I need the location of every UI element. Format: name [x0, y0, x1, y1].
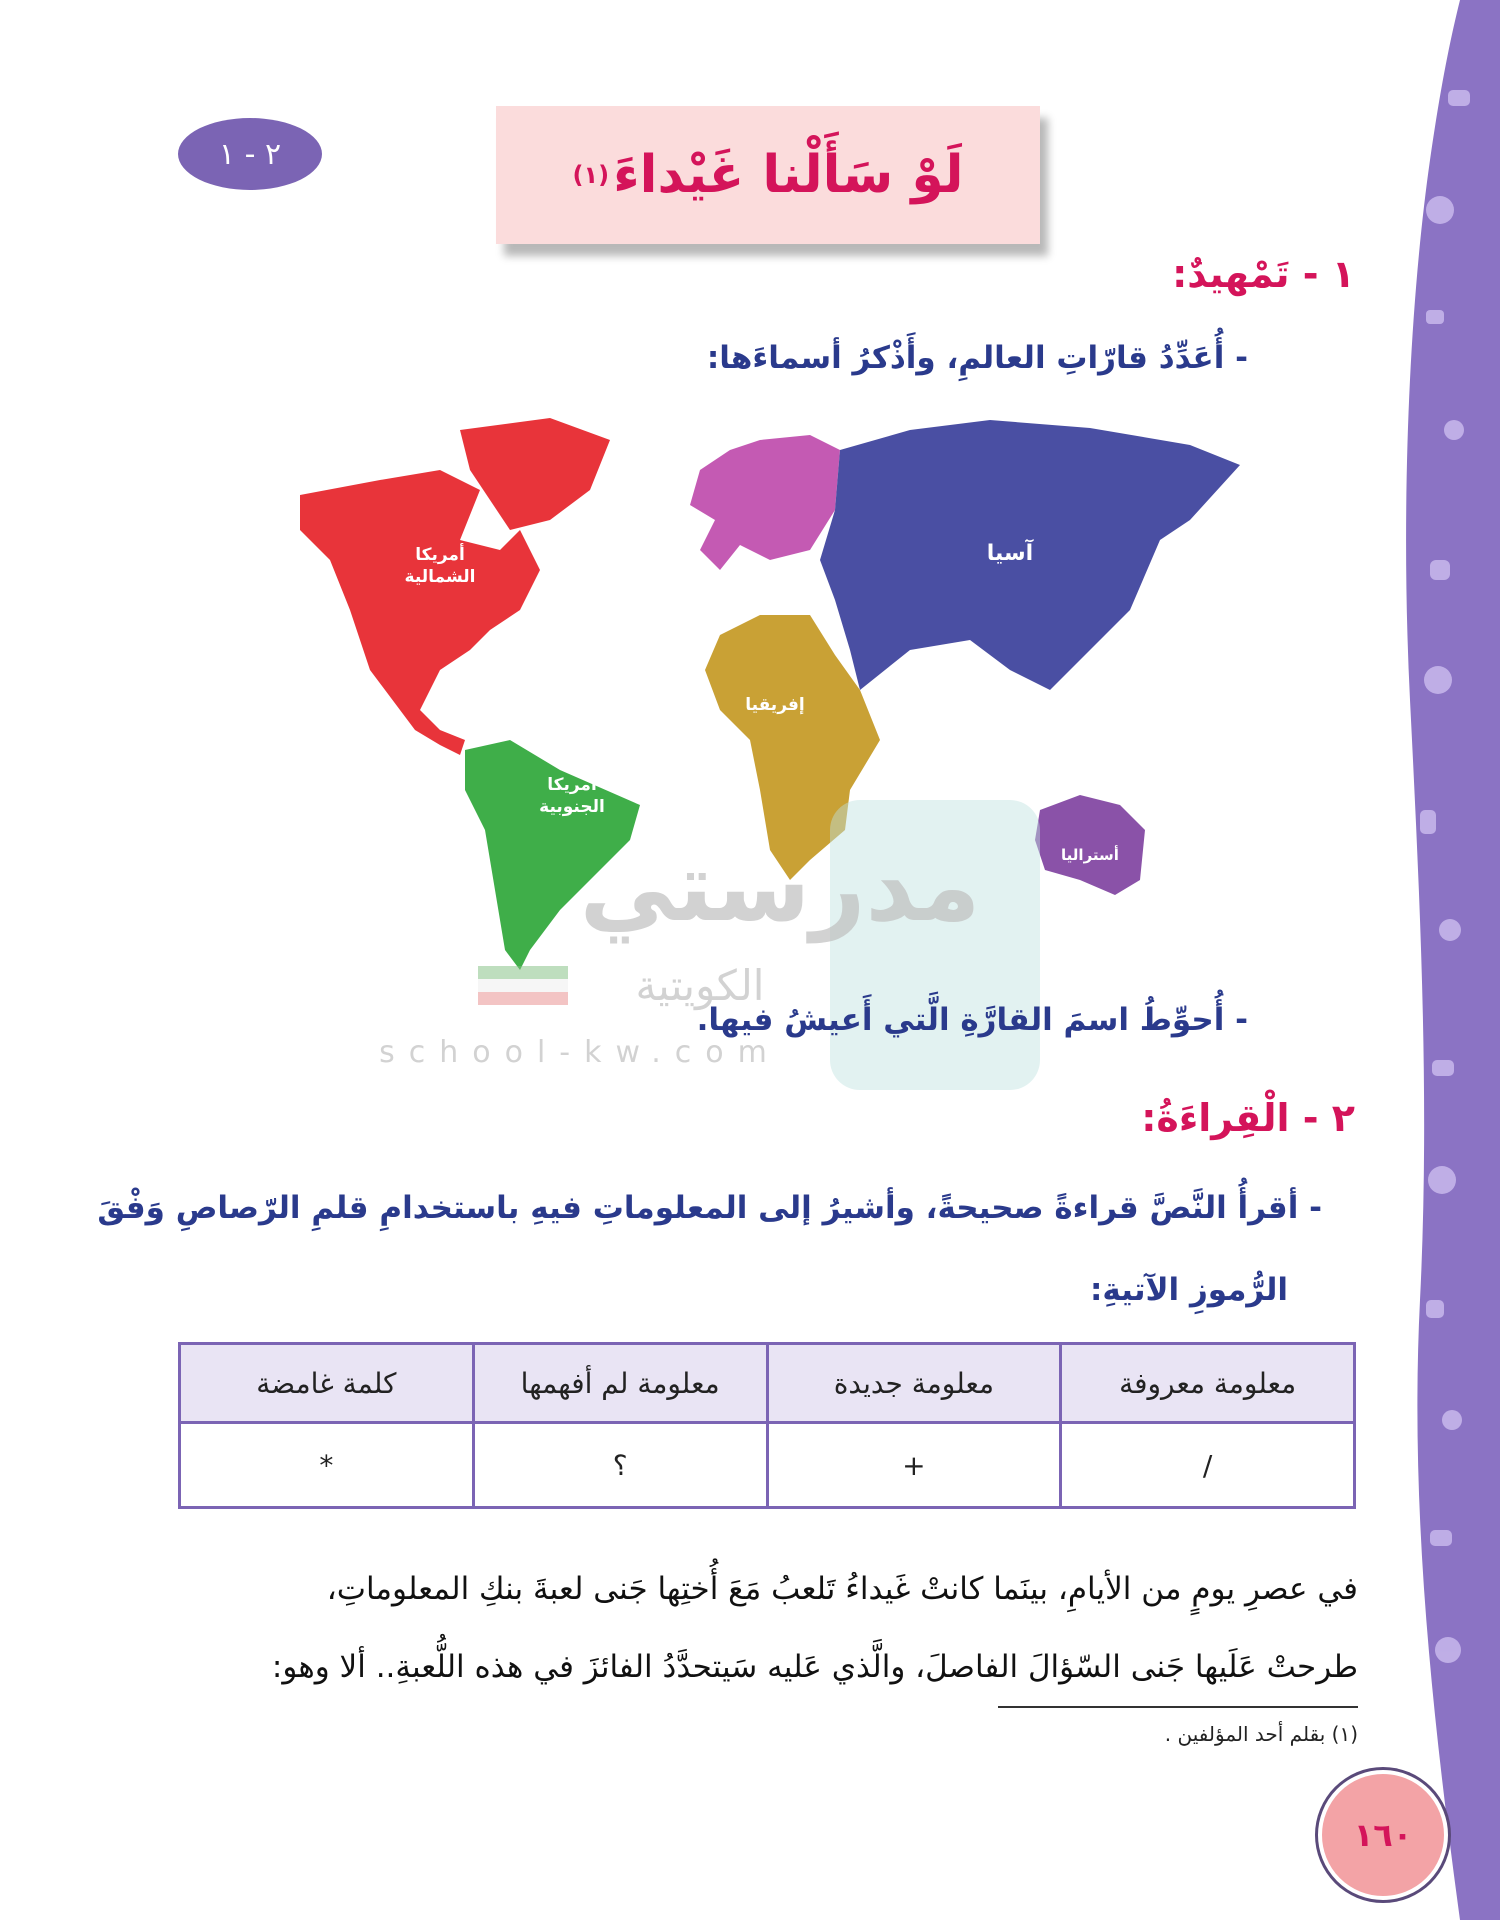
- story-line: في عصرِ يومٍ من الأيامِ، بينَما كانتْ غَيداءُ تَلعبُ مَعَ أُختِها جَنى لعبةَ بنكِ المعلوماتِ،: [326, 1571, 1358, 1607]
- symbols-table-header: معلومة جديدة: [767, 1344, 1061, 1423]
- symbols-table-cell: *: [180, 1423, 474, 1508]
- footnote: (١) بقلم أحد المؤلفين .: [1164, 1722, 1358, 1746]
- australia-shape: [1035, 795, 1145, 895]
- symbols-table-cell: /: [1061, 1423, 1355, 1508]
- lesson-title: [496, 106, 1040, 244]
- symbols-table-cell: +: [767, 1423, 1061, 1508]
- instruction-reading-line2: الرُّموزِ الآتيةِ:: [1089, 1272, 1288, 1308]
- symbols-table-header-row: [180, 1344, 1355, 1423]
- map-label-asia: آسيا: [986, 541, 1034, 566]
- map-label-africa: إفريقيا: [745, 695, 805, 715]
- instruction-list-continents: - أُعَدِّدُ قارّاتِ العالمِ، وأَذْكرُ أسماءَها:: [706, 340, 1248, 376]
- footnote-divider: [998, 1706, 1358, 1708]
- symbols-table-header: معلومة لم أفهمها: [473, 1344, 767, 1423]
- map-label-south-america-line1: أمريكا: [547, 775, 597, 795]
- story-paragraph: [168, 1550, 1358, 1706]
- instruction-circle-continent: - أُحوِّطُ اسمَ القارَّةِ الَّتي أَعيشُ فيها.: [696, 1002, 1248, 1038]
- symbols-table-header: كلمة غامضة: [180, 1344, 474, 1423]
- watermark-brand: مدرستي: [579, 831, 981, 943]
- instruction-reading-line1: - أقرأُ النَّصَّ قراءةً صحيحةً، وأشيرُ إلى المعلوماتِ فيهِ باستخدامِ قلمِ الرّصاصِ وَفْقَ: [97, 1190, 1322, 1226]
- story-line: طرحتْ عَلَيها جَنى السّؤالَ الفاصلَ، والَّذي عَليه سَيتحدَّدُ الفائزَ في هذه اللُّعبةِ.. ألا وهو:: [271, 1649, 1358, 1685]
- central-america-shape: [400, 710, 465, 755]
- map-label-australia: أستراليا: [1061, 846, 1119, 864]
- symbols-table-cell: ؟: [473, 1423, 767, 1508]
- map-label-north-america-line1: أمريكا: [415, 545, 465, 565]
- decorative-side-band: [1390, 0, 1500, 1920]
- symbols-table-header: معلومة معروفة: [1061, 1344, 1355, 1423]
- section-heading-reading: ٢ - الْقِراءَةُ:: [1141, 1096, 1355, 1140]
- symbols-table-row: [180, 1423, 1355, 1508]
- map-label-north-america-line2: الشمالية: [404, 567, 476, 587]
- watermark-subtitle: الكويتية: [635, 961, 765, 1010]
- lesson-number-badge: ٢ - ١: [178, 118, 322, 190]
- world-map: [290, 410, 1260, 980]
- greenland-shape: [460, 418, 610, 530]
- map-label-europe: أوروبا: [765, 575, 815, 595]
- title-footnote-mark: (١): [572, 161, 610, 189]
- map-label-south-america-line2: الجنوبية: [539, 797, 605, 817]
- world-map-svg: [290, 410, 1260, 980]
- section-heading-intro: ١ - تَمْهيدٌ:: [1172, 252, 1355, 296]
- lesson-title-text: لَوْ سَأَلْنا غَيْداءَ: [613, 145, 964, 205]
- europe-shape: [690, 435, 840, 570]
- page-number: ١٦٠: [1318, 1770, 1448, 1900]
- symbols-table: [178, 1342, 1356, 1509]
- watermark-url: school-kw.com: [379, 1035, 781, 1070]
